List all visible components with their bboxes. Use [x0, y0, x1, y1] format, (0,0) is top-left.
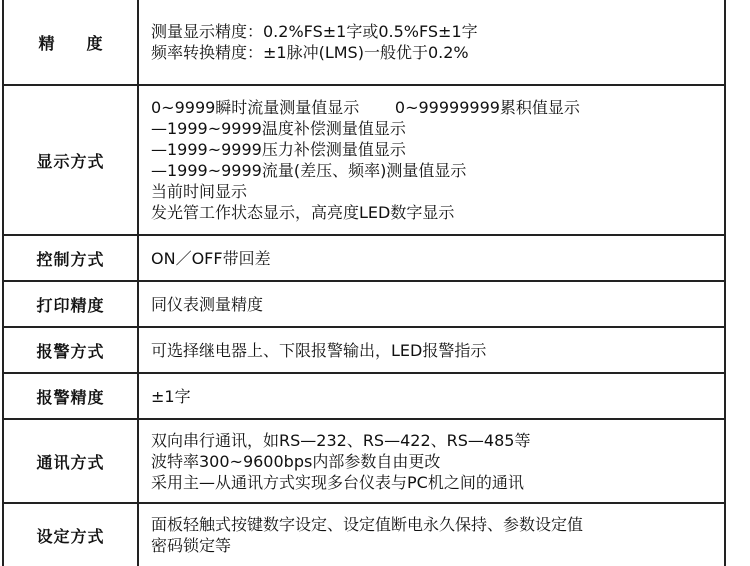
label-alarm-mode: 报警方式 — [4, 328, 139, 372]
value-line: —1999~9999温度补偿测量值显示 — [151, 119, 406, 138]
value-display-mode — [139, 86, 724, 234]
row-print-accuracy — [2, 282, 726, 328]
row-alarm-mode — [2, 328, 726, 374]
value-alarm-mode — [139, 328, 724, 372]
label-setting-mode: 设定方式 — [4, 504, 139, 566]
label-communication-mode: 通讯方式 — [4, 420, 139, 502]
value-control-mode — [139, 236, 724, 280]
value-line: —1999~9999流量(差压、频率)测量值显示 — [151, 161, 467, 180]
value-line: 双向串行通讯，如RS—232、RS—422、RS—485等 — [151, 430, 531, 450]
value-line: 发光管工作状态显示，高亮度LED数字显示 — [151, 203, 455, 222]
value-print-accuracy — [139, 282, 724, 326]
row-communication-mode — [2, 420, 726, 504]
row-setting-mode — [2, 504, 726, 566]
row-alarm-accuracy — [2, 374, 726, 420]
value-line: 可选择继电器上、下限报警输出，LED报警指示 — [151, 340, 487, 360]
value-line: ±1字 — [151, 386, 191, 406]
value-line: 面板轻触式按键数字设定、设定值断电永久保持、参数设定值 — [151, 515, 584, 534]
label-control-mode: 控制方式 — [4, 236, 139, 280]
value-setting-mode — [139, 504, 724, 566]
label-accuracy: 精度 — [4, 0, 139, 84]
value-line: 测量显示精度：0.2%FS±1字或0.5%FS±1字 — [151, 22, 478, 41]
label-print-accuracy: 打印精度 — [4, 282, 139, 326]
row-accuracy — [2, 0, 726, 86]
value-line: 密码锁定等 — [151, 536, 232, 555]
value-line: 采用主—从通讯方式实现多台仪表与PC机之间的通讯 — [151, 472, 524, 492]
value-line: —1999~9999压力补偿测量值显示 — [151, 140, 406, 159]
label-display-mode: 显示方式 — [4, 86, 139, 234]
value-line: 频率转换精度：±1脉冲(LMS)一般优于0.2% — [151, 43, 469, 62]
value-line: 当前时间显示 — [151, 182, 248, 201]
row-control-mode — [2, 236, 726, 282]
value-accuracy — [139, 0, 724, 84]
row-display-mode — [2, 86, 726, 236]
value-line: 波特率300~9600bps内部参数自由更改 — [151, 451, 441, 471]
value-alarm-accuracy — [139, 374, 724, 418]
value-line: 同仪表测量精度 — [151, 294, 264, 314]
value-line: ON／OFF带回差 — [151, 248, 271, 268]
value-line: 0~9999瞬时流量测量值显示 0~99999999累积值显示 — [151, 98, 580, 117]
value-communication-mode — [139, 420, 724, 502]
label-alarm-accuracy: 报警精度 — [4, 374, 139, 418]
